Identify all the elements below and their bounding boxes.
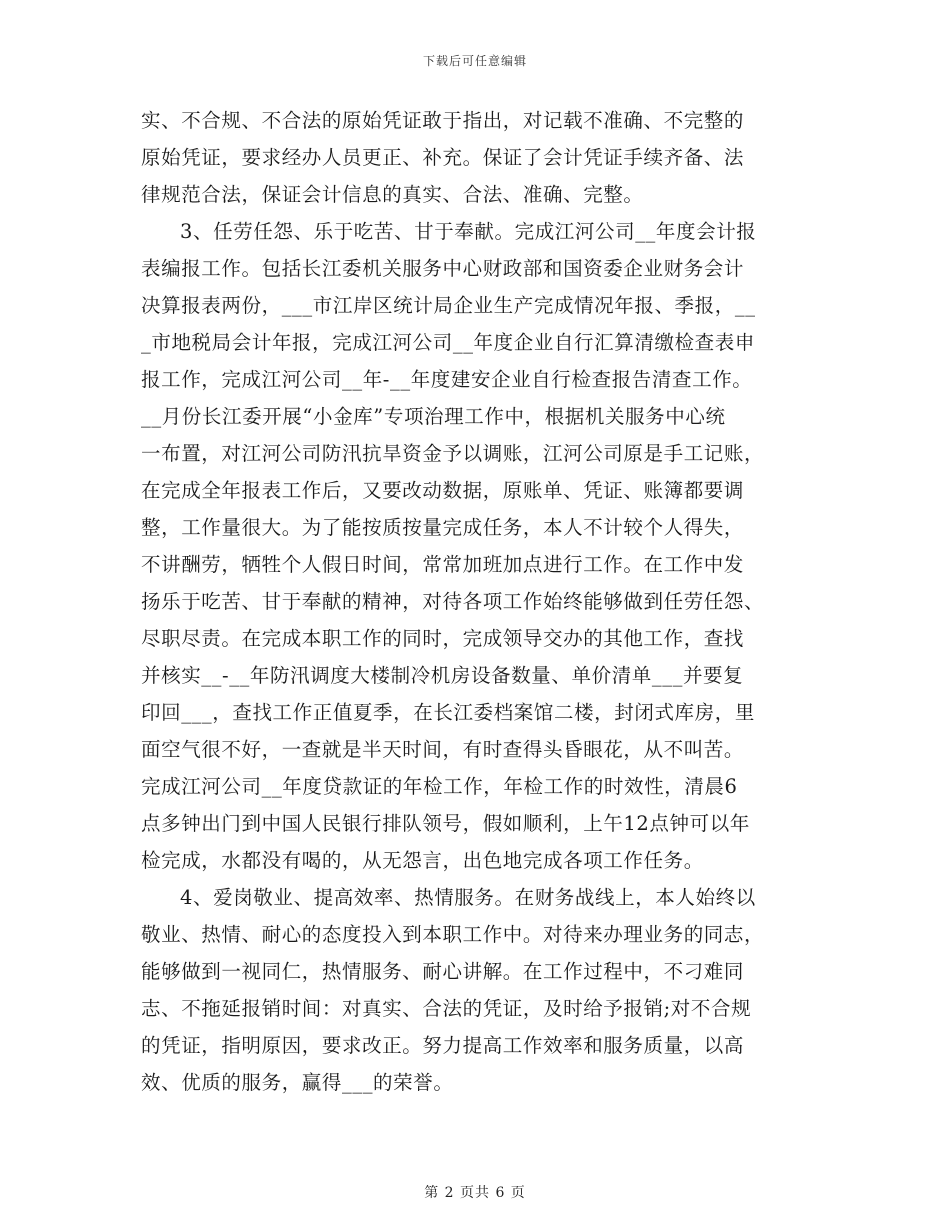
text-line: 扬乐于吃苦、甘于奉献的精神，对待各项工作始终能够做到任劳任怨、 <box>141 590 765 613</box>
text-line: __月份长江委开展“小金库”专项治理工作中，根据机关服务中心统 <box>141 405 726 428</box>
text-line: 一布置，对江河公司防汛抗旱资金予以调账，江河公司原是手工记账， <box>141 442 765 465</box>
page-number: 第 2 页共 6 页 <box>424 1185 526 1201</box>
text-line: 整，工作量很大。为了能按质按量完成任务，本人不计较个人得失， <box>141 516 745 539</box>
text-line: 能够做到一视同仁，热情服务、耐心讲解。在工作过程中，不刁难同 <box>141 960 745 983</box>
text-line: 点多钟出门到中国人民银行排队领号，假如顺利，上午12点钟可以年 <box>141 812 750 835</box>
text-line: 并核实__-__年防汛调度大楼制冷机房设备数量、单价清单___并要复 <box>141 664 744 687</box>
text-line: 检完成，水都没有喝的，从无怨言，出色地完成各项工作任务。 <box>141 849 704 872</box>
text-line: 尽职尽责。在完成本职工作的同时，完成领导交办的其他工作，查找 <box>141 627 745 650</box>
text-line: 的凭证，指明原因，要求改正。努力提高工作效率和服务质量，以高 <box>141 1034 745 1057</box>
text-line: 报工作，完成江河公司__年-__年度建安企业自行检查报告清查工作。 <box>141 368 753 391</box>
text-line: 敬业、热情、耐心的态度投入到本职工作中。对待来办理业务的同志， <box>141 923 765 946</box>
text-line: 效、优质的服务，赢得___的荣誉。 <box>141 1071 454 1094</box>
paragraph-start-line: 3、任劳任怨、乐于吃苦、甘于奉献。完成江河公司__年度会计报 <box>180 220 757 243</box>
paragraph-start-line: 4、爱岗敬业、提高效率、热情服务。在财务战线上，本人始终以 <box>180 886 756 909</box>
text-line: 印回___，查找工作正值夏季，在长江委档案馆二楼，封闭式库房，里 <box>141 701 755 724</box>
text-line: 决算报表两份，___市江岸区统计局企业生产完成情况年报、季报，__ <box>141 294 756 317</box>
text-line: 表编报工作。包括长江委机关服务中心财政部和国资委企业财务会计 <box>141 257 745 280</box>
page-header: 下载后可任意编辑 <box>422 54 527 68</box>
text-line: 面空气很不好，一查就是半天时间，有时查得头昏眼花，从不叫苦。 <box>141 738 745 761</box>
text-line: 志、不拖延报销时间：对真实、合法的凭证，及时给予报销;对不合规 <box>141 997 752 1020</box>
text-line: 实、不合规、不合法的原始凭证敢于指出，对记载不准确、不完整的 <box>141 109 745 132</box>
text-line: 不讲酬劳，牺牲个人假日时间，常常加班加点进行工作。在工作中发 <box>141 553 745 576</box>
document-body <box>141 102 809 1101</box>
text-line: 在完成全年报表工作后，又要改动数据，原账单、凭证、账簿都要调 <box>141 479 745 502</box>
text-line: 律规范合法，保证会计信息的真实、合法、准确、完整。 <box>141 183 644 206</box>
text-line: 完成江河公司__年度贷款证的年检工作，年检工作的时效性，清晨6 <box>141 775 738 798</box>
text-line: _市地税局会计年报，完成江河公司__年度企业自行汇算清缴检查表申 <box>141 331 755 354</box>
text-line: 原始凭证，要求经办人员更正、补充。保证了会计凭证手续齐备、法 <box>141 146 745 169</box>
